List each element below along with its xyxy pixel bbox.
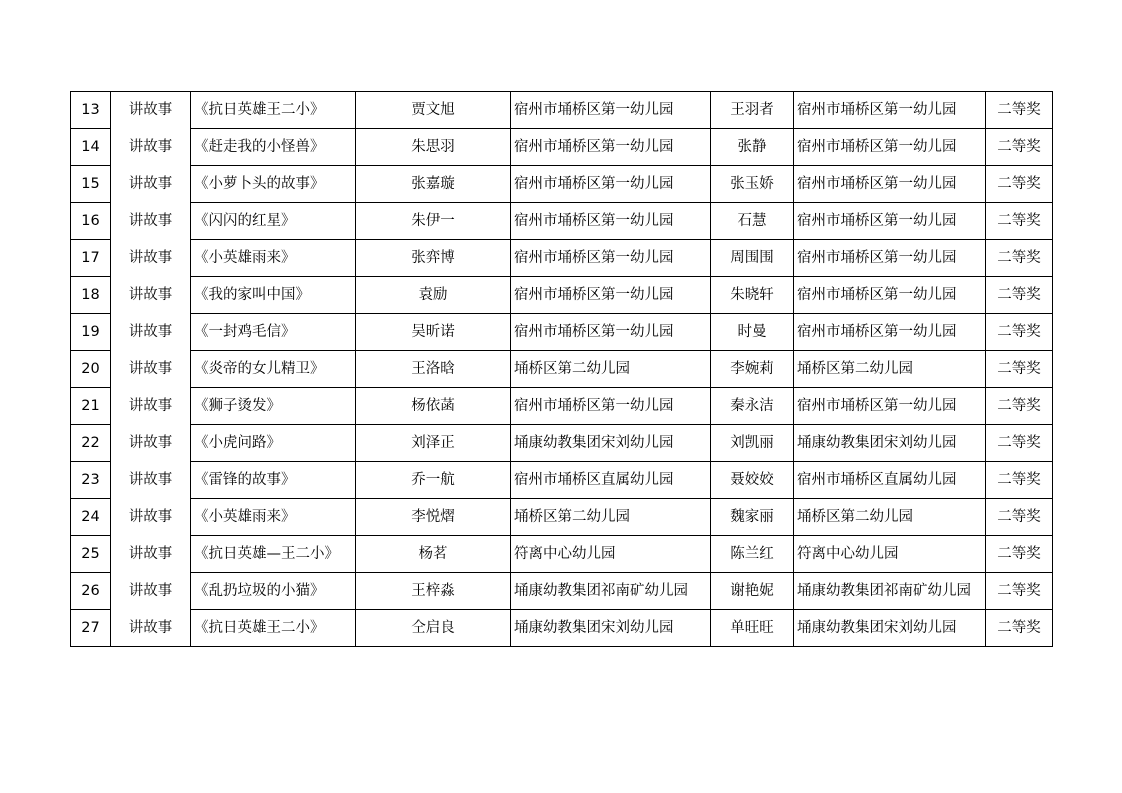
award-cell: 二等奖	[986, 240, 1053, 277]
row-number: 14	[71, 129, 111, 166]
award-cell: 二等奖	[986, 425, 1053, 462]
award-cell: 二等奖	[986, 203, 1053, 240]
student-school-cell: 宿州市埇桥区第一幼儿园	[511, 277, 711, 314]
category-cell: 讲故事	[111, 573, 191, 610]
teacher-school-cell: 宿州市埇桥区第一幼儿园	[794, 388, 986, 425]
category-cell: 讲故事	[111, 277, 191, 314]
row-number: 26	[71, 573, 111, 610]
row-number: 17	[71, 240, 111, 277]
category-cell: 讲故事	[111, 610, 191, 647]
table-row	[71, 351, 1053, 388]
category-cell: 讲故事	[111, 536, 191, 573]
student-school-cell: 宿州市埇桥区第一幼儿园	[511, 240, 711, 277]
work-title-cell: 《我的家叫中国》	[191, 277, 356, 314]
student-school-cell: 埇康幼教集团宋刘幼儿园	[511, 425, 711, 462]
category-cell: 讲故事	[111, 314, 191, 351]
row-number: 24	[71, 499, 111, 536]
teacher-name-cell: 单旺旺	[711, 610, 794, 647]
work-title-cell: 《赶走我的小怪兽》	[191, 129, 356, 166]
teacher-school-cell: 埇桥区第二幼儿园	[794, 351, 986, 388]
table-row	[71, 240, 1053, 277]
award-results-table	[70, 91, 1053, 647]
work-title-cell: 《抗日英雄王二小》	[191, 610, 356, 647]
award-cell: 二等奖	[986, 129, 1053, 166]
work-title-cell: 《抗日英雄—王二小》	[191, 536, 356, 573]
student-name-cell: 吴昕诺	[356, 314, 511, 351]
student-school-cell: 宿州市埇桥区第一幼儿园	[511, 92, 711, 129]
teacher-name-cell: 时曼	[711, 314, 794, 351]
student-name-cell: 朱伊一	[356, 203, 511, 240]
row-number: 16	[71, 203, 111, 240]
teacher-school-cell: 符离中心幼儿园	[794, 536, 986, 573]
work-title-cell: 《小萝卜头的故事》	[191, 166, 356, 203]
work-title-cell: 《狮子烫发》	[191, 388, 356, 425]
table-row	[71, 388, 1053, 425]
row-number: 15	[71, 166, 111, 203]
student-name-cell: 王洛晗	[356, 351, 511, 388]
row-number: 18	[71, 277, 111, 314]
table-row	[71, 92, 1053, 129]
student-school-cell: 埇桥区第二幼儿园	[511, 351, 711, 388]
award-cell: 二等奖	[986, 388, 1053, 425]
work-title-cell: 《乱扔垃圾的小猫》	[191, 573, 356, 610]
student-school-cell: 宿州市埇桥区直属幼儿园	[511, 462, 711, 499]
row-number: 23	[71, 462, 111, 499]
award-cell: 二等奖	[986, 277, 1053, 314]
table-row	[71, 499, 1053, 536]
student-name-cell: 王梓淼	[356, 573, 511, 610]
student-school-cell: 宿州市埇桥区第一幼儿园	[511, 129, 711, 166]
student-name-cell: 李悦熠	[356, 499, 511, 536]
row-number: 20	[71, 351, 111, 388]
work-title-cell: 《闪闪的红星》	[191, 203, 356, 240]
award-cell: 二等奖	[986, 610, 1053, 647]
student-school-cell: 宿州市埇桥区第一幼儿园	[511, 388, 711, 425]
category-cell: 讲故事	[111, 388, 191, 425]
teacher-name-cell: 石慧	[711, 203, 794, 240]
table-row	[71, 425, 1053, 462]
teacher-name-cell: 李婉莉	[711, 351, 794, 388]
teacher-school-cell: 埇桥区第二幼儿园	[794, 499, 986, 536]
teacher-school-cell: 宿州市埇桥区直属幼儿园	[794, 462, 986, 499]
student-name-cell: 朱思羽	[356, 129, 511, 166]
category-cell: 讲故事	[111, 203, 191, 240]
award-cell: 二等奖	[986, 462, 1053, 499]
student-name-cell: 贾文旭	[356, 92, 511, 129]
award-cell: 二等奖	[986, 314, 1053, 351]
table-row	[71, 610, 1053, 647]
teacher-name-cell: 周围围	[711, 240, 794, 277]
teacher-school-cell: 宿州市埇桥区第一幼儿园	[794, 277, 986, 314]
teacher-name-cell: 王羽者	[711, 92, 794, 129]
row-number: 22	[71, 425, 111, 462]
row-number: 21	[71, 388, 111, 425]
student-school-cell: 埇康幼教集团宋刘幼儿园	[511, 610, 711, 647]
teacher-school-cell: 宿州市埇桥区第一幼儿园	[794, 129, 986, 166]
category-cell: 讲故事	[111, 166, 191, 203]
row-number: 19	[71, 314, 111, 351]
work-title-cell: 《小英雄雨来》	[191, 240, 356, 277]
work-title-cell: 《小英雄雨来》	[191, 499, 356, 536]
work-title-cell: 《一封鸡毛信》	[191, 314, 356, 351]
teacher-school-cell: 埇康幼教集团宋刘幼儿园	[794, 425, 986, 462]
student-name-cell: 张弈博	[356, 240, 511, 277]
student-school-cell: 宿州市埇桥区第一幼儿园	[511, 203, 711, 240]
teacher-name-cell: 刘凯丽	[711, 425, 794, 462]
teacher-name-cell: 魏家丽	[711, 499, 794, 536]
student-name-cell: 仝启良	[356, 610, 511, 647]
row-number: 25	[71, 536, 111, 573]
student-school-cell: 埇桥区第二幼儿园	[511, 499, 711, 536]
teacher-school-cell: 宿州市埇桥区第一幼儿园	[794, 203, 986, 240]
table-row	[71, 166, 1053, 203]
award-cell: 二等奖	[986, 351, 1053, 388]
table-row	[71, 462, 1053, 499]
student-school-cell: 埇康幼教集团祁南矿幼儿园	[511, 573, 711, 610]
teacher-school-cell: 宿州市埇桥区第一幼儿园	[794, 166, 986, 203]
student-name-cell: 张嘉璇	[356, 166, 511, 203]
award-cell: 二等奖	[986, 499, 1053, 536]
table-row	[71, 277, 1053, 314]
teacher-school-cell: 宿州市埇桥区第一幼儿园	[794, 240, 986, 277]
teacher-name-cell: 朱晓轩	[711, 277, 794, 314]
award-cell: 二等奖	[986, 573, 1053, 610]
category-cell: 讲故事	[111, 351, 191, 388]
student-school-cell: 宿州市埇桥区第一幼儿园	[511, 314, 711, 351]
student-name-cell: 刘泽正	[356, 425, 511, 462]
student-name-cell: 袁励	[356, 277, 511, 314]
table-row	[71, 536, 1053, 573]
student-school-cell: 宿州市埇桥区第一幼儿园	[511, 166, 711, 203]
teacher-name-cell: 张静	[711, 129, 794, 166]
award-cell: 二等奖	[986, 536, 1053, 573]
teacher-name-cell: 秦永洁	[711, 388, 794, 425]
row-number: 27	[71, 610, 111, 647]
work-title-cell: 《小虎问路》	[191, 425, 356, 462]
category-cell: 讲故事	[111, 425, 191, 462]
category-cell: 讲故事	[111, 129, 191, 166]
work-title-cell: 《抗日英雄王二小》	[191, 92, 356, 129]
table-row	[71, 314, 1053, 351]
teacher-school-cell: 埇康幼教集团祁南矿幼儿园	[794, 573, 986, 610]
teacher-name-cell: 张玉娇	[711, 166, 794, 203]
work-title-cell: 《雷锋的故事》	[191, 462, 356, 499]
award-cell: 二等奖	[986, 92, 1053, 129]
table-row	[71, 203, 1053, 240]
teacher-school-cell: 宿州市埇桥区第一幼儿园	[794, 314, 986, 351]
student-school-cell: 符离中心幼儿园	[511, 536, 711, 573]
teacher-name-cell: 聂姣姣	[711, 462, 794, 499]
teacher-school-cell: 宿州市埇桥区第一幼儿园	[794, 92, 986, 129]
teacher-name-cell: 陈兰红	[711, 536, 794, 573]
category-cell: 讲故事	[111, 499, 191, 536]
table-body	[71, 92, 1053, 647]
teacher-name-cell: 谢艳妮	[711, 573, 794, 610]
table-row	[71, 129, 1053, 166]
student-name-cell: 杨依菡	[356, 388, 511, 425]
work-title-cell: 《炎帝的女儿精卫》	[191, 351, 356, 388]
row-number: 13	[71, 92, 111, 129]
category-cell: 讲故事	[111, 462, 191, 499]
teacher-school-cell: 埇康幼教集团宋刘幼儿园	[794, 610, 986, 647]
award-cell: 二等奖	[986, 166, 1053, 203]
category-cell: 讲故事	[111, 240, 191, 277]
table-row	[71, 573, 1053, 610]
student-name-cell: 杨茗	[356, 536, 511, 573]
student-name-cell: 乔一航	[356, 462, 511, 499]
category-cell: 讲故事	[111, 92, 191, 129]
